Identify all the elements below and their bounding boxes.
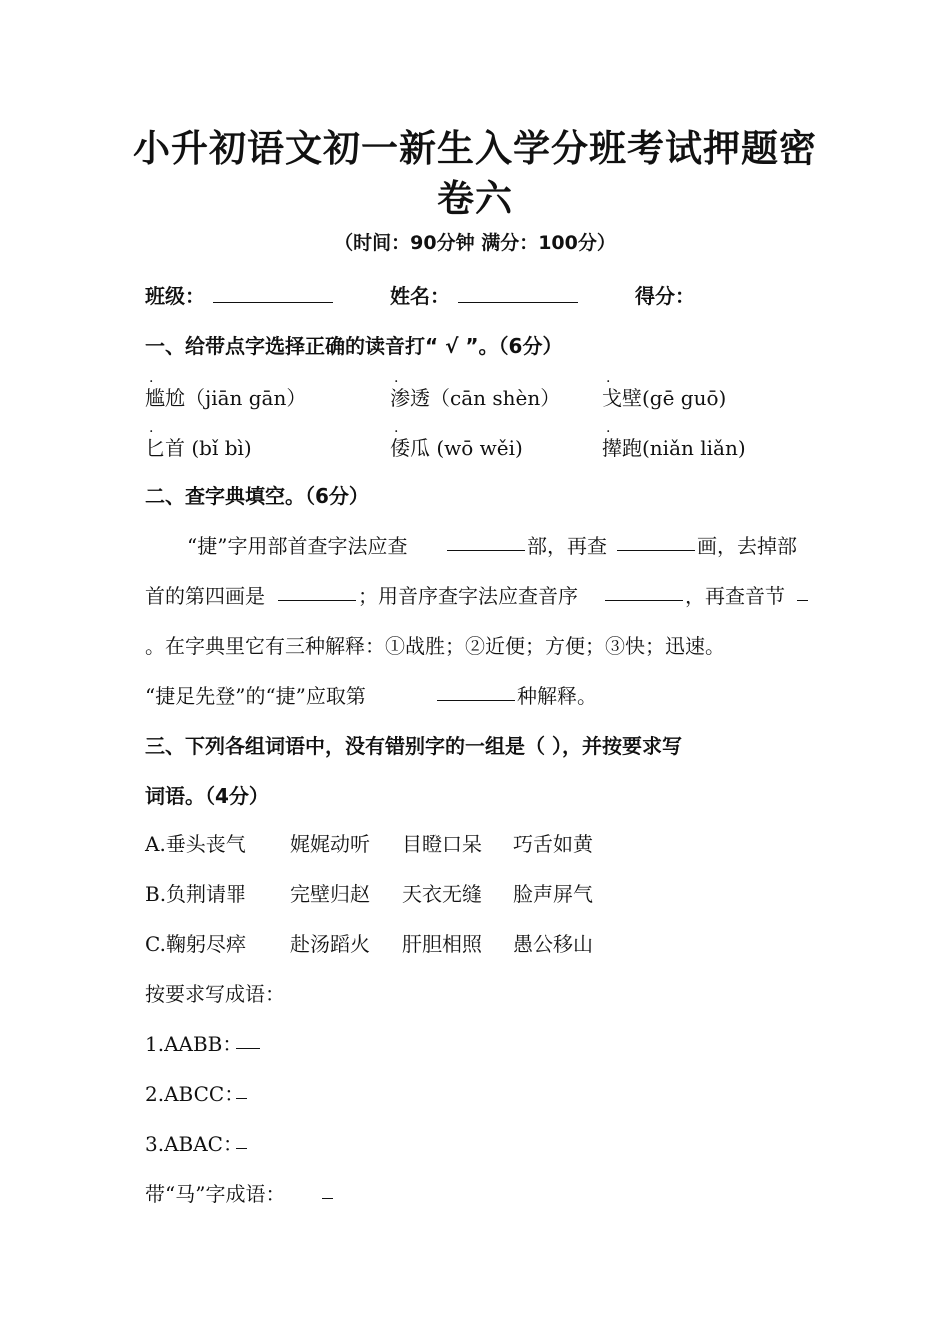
emphasis-dot-icon: . [606,370,611,386]
exam-title-line2: 卷六 [437,177,513,220]
answer-blank[interactable] [322,1180,333,1199]
q1-item: . 倭瓜 (wō wěi) [390,420,523,460]
answer-blank[interactable] [437,682,515,701]
name-label: 姓名： [390,284,450,308]
emphasis-dot-icon: . [606,420,611,436]
emphasis-dot-icon: . [394,370,399,386]
q2-heading: 二、查字典填空。（6分） [145,484,369,508]
q1-heading: 一、给带点字选择正确的读音打“ √ ”。（6分） [145,334,563,358]
q3-heading-line2: 词语。（4分） [145,784,269,808]
emphasis-dot-icon: . [149,420,154,436]
q1-item: . 戈壁(gē guō) [602,370,727,410]
answer-blank[interactable] [278,582,356,601]
q1-item: . 尴尬（jiān gān） [145,370,307,410]
q1-item: . 匕首 (bǐ bì) [145,420,252,460]
q2-line-3: 。在字典里它有三种解释：①战胜；②近便；方便；③快；迅速。 [145,634,725,658]
answer-blank[interactable] [236,1080,247,1099]
answer-blank[interactable] [236,1130,247,1149]
emphasis-dot-icon: . [149,370,154,386]
name-field[interactable] [458,284,578,303]
answer-blank[interactable] [447,532,525,551]
score-label: 得分： [635,284,695,308]
exam-subtitle: （时间：90分钟 满分：100分） [334,232,616,254]
answer-blank[interactable] [605,582,683,601]
class-label: 班级： [145,284,205,308]
answer-blank[interactable] [797,582,808,601]
emphasis-dot-icon: . [394,420,399,436]
q3-instruction: 按要求写成语： [145,982,285,1006]
q3-heading-line1: 三、下列各组词语中，没有错别字的一组是（ ），并按要求写 [145,734,682,758]
q1-item: . 撵跑(niǎn liǎn) [602,420,746,460]
class-field[interactable] [213,284,333,303]
answer-blank[interactable] [617,532,695,551]
exam-title-line1: 小升初语文初一新生入学分班考试押题密 [133,127,817,170]
answer-blank[interactable] [236,1030,260,1049]
q1-item: . 渗透（cān shèn） [390,370,561,410]
exam-page: 小升初语文初一新生入学分班考试押题密 卷六 （时间：90分钟 满分：100分） 班级： 姓名： 得分： 一、给带点字选择正确的读音打“ √ ”。（6分） . 尴尬（jiān gān） . 渗透（cān shèn） . 戈壁(gē guō) . 匕首 (bǐ bì) . 倭瓜 (wō wěi) . 撵跑(niǎn liǎn) 二、查字典填空。（6分） “捷”字用部首查字法应查 部，再查 画，去掉部 首的第四画是 ；用音序查字法应查音序 ，再查音节 。在字典里它有三种解释：①战胜；②近便；方便；③快；迅速。 “捷足先登”的“捷”应取第 种解释。 三、下列各组词语中，没有错别字的一组是（ ），并按要求写 词语。（4分） A.垂头丧气 娓娓动听 目瞪口呆 巧舌如黄 B.负荆请罪 完壁归赵 天衣无缝 脸声屏气 C.鞠躬尽瘁 赴汤蹈火 肝胆相照 愚公移山 按要求写成语： 1.AABB： 2.ABCC： 3.ABAC： 带“马”字成语： [0,0,950,1344]
